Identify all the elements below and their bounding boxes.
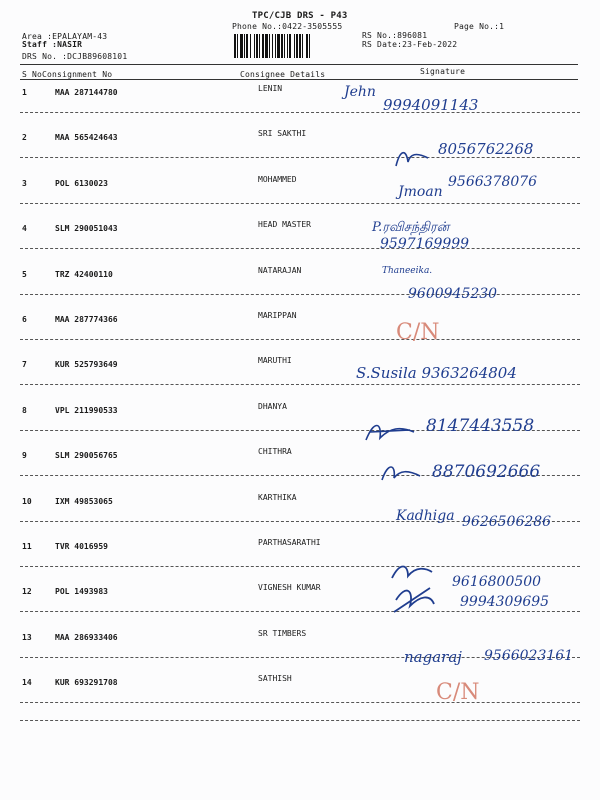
column-header-sno: S No <box>22 70 43 79</box>
row-serial-number: 13 <box>22 633 32 642</box>
barcode-bar <box>259 34 260 58</box>
table-row <box>0 266 600 284</box>
signature-11-phone: 9616800500 <box>452 574 542 590</box>
row-serial-number: 4 <box>22 224 27 233</box>
row-serial-number: 2 <box>22 133 27 142</box>
header-rule <box>20 64 578 65</box>
signature-10-phone: 9626506286 <box>462 514 552 530</box>
rs-number: RS No.:896081 <box>362 31 428 40</box>
table-row <box>0 674 600 692</box>
consignment-number: POL 1493983 <box>55 587 108 596</box>
consignee-name: KARTHIKA <box>258 493 297 502</box>
signature-1-name: Jehn <box>344 84 376 100</box>
barcode-bar <box>265 34 268 58</box>
row-divider <box>20 384 580 385</box>
barcode-bar <box>246 34 248 58</box>
consignee-name: LENIN <box>258 84 283 93</box>
row-divider <box>20 248 580 249</box>
barcode-bar <box>275 34 276 58</box>
row-serial-number: 8 <box>22 406 27 415</box>
row-divider <box>20 203 580 204</box>
barcode-bar <box>302 34 303 58</box>
rs-date: RS Date:23-Feb-2022 <box>362 40 458 49</box>
table-row <box>0 538 600 556</box>
barcode-bar <box>277 34 280 58</box>
row-divider <box>20 611 580 612</box>
row-serial-number: 12 <box>22 587 32 596</box>
signature-2-phone: 8056762268 <box>438 140 534 158</box>
document-title: TPC/CJB DRS - P43 <box>252 11 348 21</box>
signature-13-phone: 9566023161 <box>484 648 574 664</box>
signature-5-name: Thaneeika. <box>382 266 433 276</box>
consignee-name: PARTHASARATHI <box>258 538 321 547</box>
consignment-number: POL 6130023 <box>55 179 108 188</box>
row-serial-number: 10 <box>22 497 32 506</box>
signature-13-name: nagaraj <box>404 648 462 666</box>
barcode-bar <box>256 34 258 58</box>
signature-4-phone: 9597169999 <box>380 236 470 252</box>
table-row <box>0 220 600 238</box>
row-divider <box>20 112 580 113</box>
consignment-number: SLM 290051043 <box>55 224 118 233</box>
barcode-bar <box>306 34 308 58</box>
signature-7-text: S.Susila 9363264804 <box>356 364 517 382</box>
signature-9-phone: 8870692666 <box>432 462 541 482</box>
consignment-number: MAA 286933406 <box>55 633 118 642</box>
consignment-number: MAA 287144780 <box>55 88 118 97</box>
barcode-bar <box>237 34 238 58</box>
barcode-bar <box>299 34 301 58</box>
consignment-number: SLM 290056765 <box>55 451 118 460</box>
barcode-bar <box>240 34 243 58</box>
consignee-name: MOHAMMED <box>258 175 297 184</box>
row-serial-number: 11 <box>22 542 32 551</box>
row-serial-number: 14 <box>22 678 32 687</box>
row-serial-number: 5 <box>22 270 27 279</box>
barcode-bar <box>272 34 273 58</box>
consignee-name: SATHISH <box>258 674 292 683</box>
row-serial-number: 6 <box>22 315 27 324</box>
consignment-number: KUR 693291708 <box>55 678 118 687</box>
consignee-name: MARUTHI <box>258 356 292 365</box>
barcode-bar <box>309 34 310 58</box>
consignee-name: DHANYA <box>258 402 287 411</box>
column-header-signature: Signature <box>420 67 466 76</box>
consignment-number: MAA 287774366 <box>55 315 118 324</box>
row-6-cn-mark: C/N <box>396 320 440 345</box>
signature-12-phone: 9994309695 <box>460 594 550 610</box>
table-row <box>0 493 600 511</box>
consignee-name: VIGNESH KUMAR <box>258 583 321 592</box>
consignee-name: NATARAJAN <box>258 266 302 275</box>
consignment-number: VPL 211990533 <box>55 406 118 415</box>
staff-label: Staff :NASIR <box>22 40 83 49</box>
barcode-bar <box>262 34 264 58</box>
signature-8-scribble <box>360 418 420 448</box>
barcode-bar <box>269 34 270 58</box>
consignee-name: SRI SAKTHI <box>258 129 307 138</box>
drs-number: DRS No. :DCJB89608101 <box>22 52 128 61</box>
barcode-bar <box>287 34 288 58</box>
row-serial-number: 3 <box>22 179 27 188</box>
consignment-number: TRZ 42400110 <box>55 270 113 279</box>
signature-4-name: P.ரவிசந்திரன் <box>372 220 450 235</box>
signature-1-phone: 9994091143 <box>383 96 479 114</box>
column-header-consignment: Consignment No <box>42 70 113 79</box>
barcode-bar <box>281 34 283 58</box>
barcode-bar <box>289 34 291 58</box>
row-serial-number: 7 <box>22 360 27 369</box>
consignment-number: TVR 4016959 <box>55 542 108 551</box>
consignment-number: KUR 525793649 <box>55 360 118 369</box>
row-14-cn-mark: C/N <box>436 680 480 705</box>
consignee-name: HEAD MASTER <box>258 220 311 229</box>
phone-number: Phone No.:0422-3505555 <box>232 22 343 31</box>
consignment-number: MAA 565424643 <box>55 133 118 142</box>
consignee-name: CHITHRA <box>258 447 292 456</box>
signature-2-scribble <box>392 144 432 170</box>
barcode-bar <box>250 34 251 58</box>
barcode-image <box>232 33 350 59</box>
signature-11-12-scribble <box>386 560 438 616</box>
barcode-bar <box>284 34 285 58</box>
barcode-bar <box>244 34 245 58</box>
table-row <box>0 311 600 329</box>
consignment-number: IXM 49853065 <box>55 497 113 506</box>
consignee-name: MARIPPAN <box>258 311 297 320</box>
row-serial-number: 1 <box>22 88 27 97</box>
barcode-bar <box>254 34 255 58</box>
table-row <box>0 84 600 102</box>
table-row <box>0 629 600 647</box>
row-divider <box>20 566 580 567</box>
area-label: Area :EPALAYAM-43 <box>22 32 108 41</box>
row-serial-number: 9 <box>22 451 27 460</box>
row-divider <box>20 702 580 703</box>
barcode-bar <box>234 34 236 58</box>
signature-3-name: Jmoan <box>398 184 443 200</box>
signature-8-phone: 8147443558 <box>426 416 535 436</box>
barcode-bar <box>296 34 298 58</box>
column-header-consignee: Consignee Details <box>240 70 326 79</box>
barcode-bar <box>294 34 295 58</box>
signature-9-scribble <box>378 460 424 486</box>
signature-5-phone: 9600945230 <box>408 286 498 302</box>
table-bottom-rule <box>20 720 580 721</box>
consignee-name: SR TIMBERS <box>258 629 307 638</box>
header-bottom-rule <box>20 79 578 80</box>
row-divider <box>20 339 580 340</box>
signature-3-phone: 9566378076 <box>448 174 538 190</box>
signature-10-name: Kadhiga <box>396 508 455 524</box>
page-number: Page No.:1 <box>454 22 505 31</box>
